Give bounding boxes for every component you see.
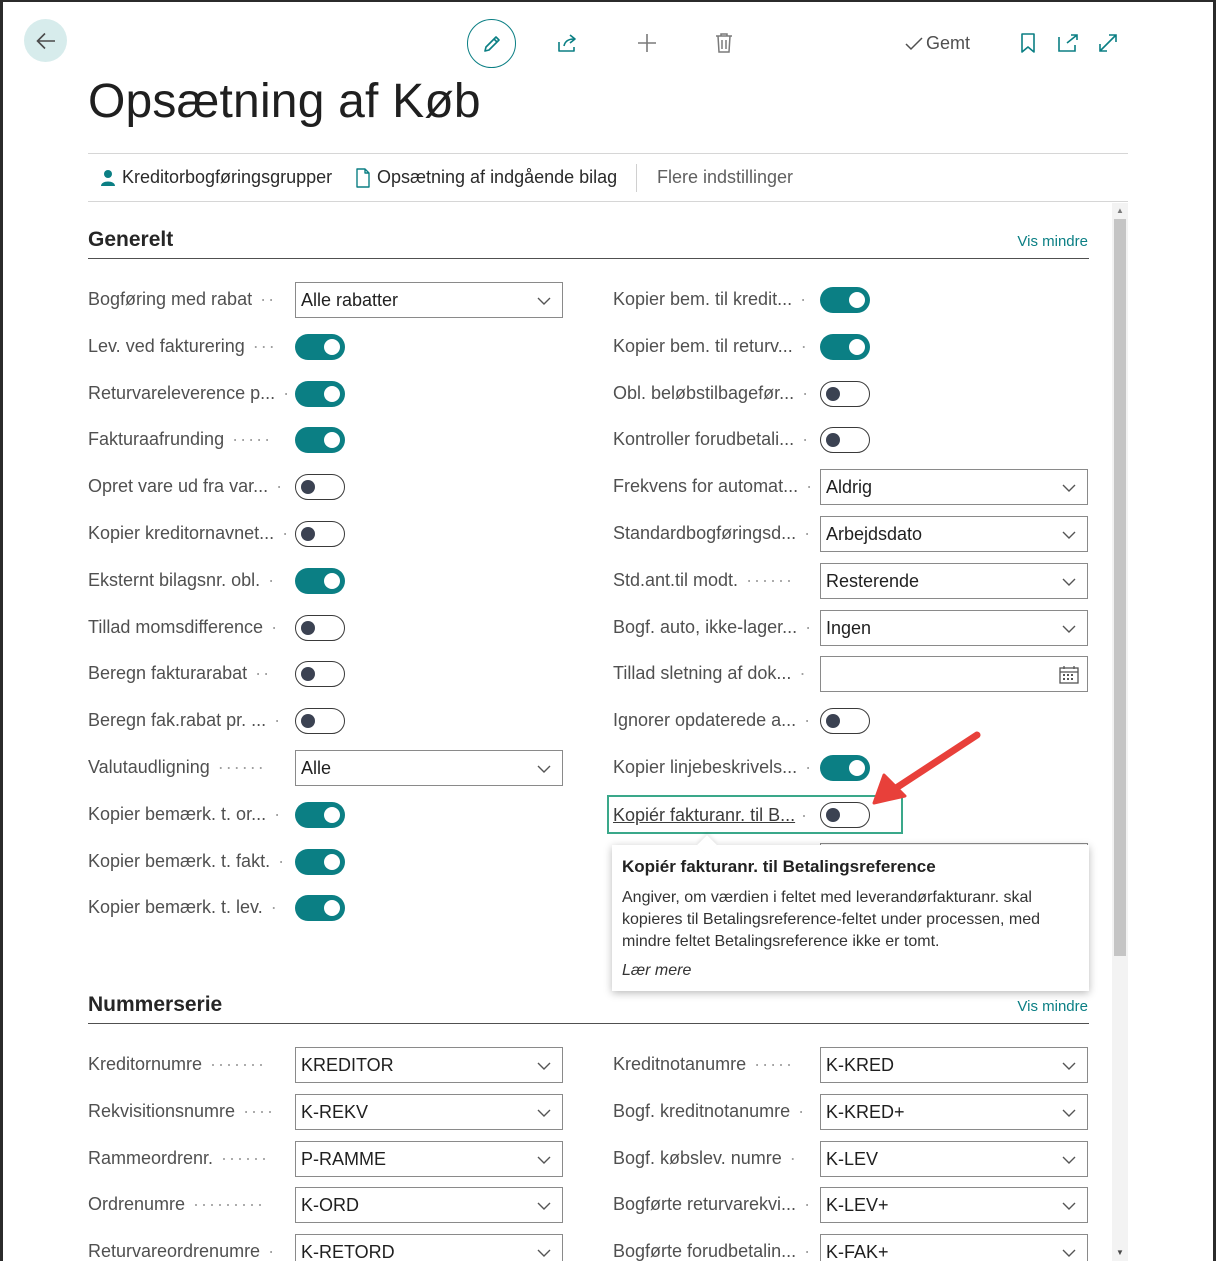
- select-bogf-kbslev-numre[interactable]: [820, 1141, 1088, 1177]
- scroll-up-button[interactable]: ▲: [1116, 205, 1124, 215]
- select-value: Alle: [301, 757, 332, 778]
- label-dots: ·: [270, 897, 279, 917]
- tooltip-title: Kopiér fakturanr. til Betalingsreference: [622, 857, 936, 876]
- select-value: K-LEV: [826, 1148, 879, 1169]
- label-dots: ······: [217, 757, 266, 777]
- label-dots: ······: [746, 570, 795, 590]
- label-dots: ·: [278, 851, 287, 871]
- field-label-kopier-bemrk-t-or[interactable]: Kopier bemærk. t. or...: [88, 804, 267, 824]
- checkmark-icon: [904, 36, 924, 52]
- field-label-kreditornumre[interactable]: Kreditornumre: [88, 1054, 203, 1074]
- chevron-down-icon: [536, 1245, 552, 1261]
- bookmark-icon: [1020, 32, 1036, 54]
- field-label-tillad-momsdifference[interactable]: Tillad momsdifference: [88, 617, 264, 637]
- field-label-bogfring-med-rabat[interactable]: Bogføring med rabat: [88, 289, 253, 309]
- chevron-down-icon: [536, 293, 552, 309]
- field-label-ignorer-opdaterede-a[interactable]: Ignorer opdaterede a...: [613, 710, 797, 730]
- action-label: Opsætning af indgående bilag: [377, 167, 618, 187]
- add-button[interactable]: [632, 28, 662, 58]
- label-dots: ····: [243, 1101, 276, 1121]
- select-bogfring-med-rabat[interactable]: [295, 282, 563, 318]
- label-dots: ·: [799, 663, 808, 683]
- label-dots: ·: [804, 710, 813, 730]
- chevron-down-icon: [1061, 1058, 1077, 1074]
- section-divider: [88, 1023, 1089, 1024]
- field-label-stdanttil-modt[interactable]: Std.ant.til modt.: [613, 570, 739, 590]
- select-frekvens-for-automat[interactable]: [820, 469, 1088, 505]
- label-dots: ·: [271, 617, 280, 637]
- label-dots: ·: [802, 383, 811, 403]
- delete-button[interactable]: [709, 28, 739, 58]
- saved-label: Gemt: [926, 33, 971, 53]
- label-dots: ·: [804, 1241, 813, 1261]
- label-dots: ··: [260, 289, 277, 309]
- chevron-down-icon: [1061, 621, 1077, 637]
- toggle-beregn-fakturarabat[interactable]: [295, 661, 345, 687]
- label-dots: ·: [800, 289, 809, 309]
- toggle-kopier-bemrk-t-or[interactable]: [295, 802, 345, 828]
- person-icon: [100, 169, 116, 187]
- field-label-rammeordrenr[interactable]: Rammeordrenr.: [88, 1148, 214, 1168]
- field-label-opret-vare-ud-fra-var[interactable]: Opret vare ud fra var...: [88, 476, 269, 496]
- label-dots: ·····: [754, 1054, 795, 1074]
- field-label-fakturaafrunding[interactable]: Fakturaafrunding: [88, 429, 225, 449]
- field-label-returvareleverence-p[interactable]: Returvareleverence p...: [88, 383, 276, 403]
- share-icon: [556, 32, 580, 54]
- toggle-kopier-kreditornavnet[interactable]: [295, 521, 345, 547]
- label-dots: ·: [801, 805, 809, 825]
- select-value: Aldrig: [826, 476, 873, 497]
- learn-more-link[interactable]: Lær mere: [622, 962, 692, 979]
- toggle-lev-ved-fakturering[interactable]: [295, 334, 345, 360]
- label-dots: ······: [221, 1148, 270, 1168]
- select-valutaudligning[interactable]: [295, 750, 563, 786]
- section-divider: [88, 258, 1089, 259]
- action-opsaetning-indgaaende-bilag[interactable]: [355, 167, 617, 188]
- action-kreditorbogforingsgrupper[interactable]: [100, 167, 332, 188]
- label-dots: ·: [789, 1148, 798, 1168]
- field-label-kopier-linjebeskrivels[interactable]: Kopier linjebeskrivels...: [613, 757, 798, 777]
- chevron-down-icon: [1061, 1152, 1077, 1168]
- edit-button[interactable]: [467, 19, 516, 68]
- select-rammeordrenr[interactable]: [295, 1141, 563, 1177]
- popout-icon: [1057, 33, 1079, 53]
- field-tooltip: [612, 845, 1089, 991]
- section-title-nummerserie: Nummerserie: [88, 993, 223, 1016]
- toggle-kopier-bem-til-returv[interactable]: [820, 334, 870, 360]
- back-button[interactable]: [24, 19, 67, 62]
- chevron-down-icon: [1061, 1245, 1077, 1261]
- actionbar-separator: [636, 164, 637, 192]
- field-label-kopier-kreditornavnet[interactable]: Kopier kreditornavnet...: [88, 523, 275, 543]
- field-label-standardbogfringsd[interactable]: Standardbogføringsd...: [613, 523, 797, 543]
- label-dots: ·: [283, 383, 292, 403]
- field-label-kopier-bemrk-t-lev[interactable]: Kopier bemærk. t. lev.: [88, 897, 263, 917]
- tooltip-line: mindre feltet Betalingsreference ikke er tomt.: [622, 933, 940, 950]
- window-frame-top: [0, 0, 1216, 2]
- arrow-left-icon: [35, 30, 57, 52]
- label-dots: ··: [255, 663, 272, 683]
- field-label-kopier-bem-til-returv[interactable]: Kopier bem. til returv...: [613, 336, 793, 356]
- saved-status: [904, 33, 970, 54]
- select-value: Resterende: [826, 570, 920, 591]
- field-label-lev-ved-fakturering[interactable]: Lev. ved fakturering: [88, 336, 245, 356]
- select-value: K-REKV: [301, 1101, 369, 1122]
- select-value: K-RETORD: [301, 1241, 395, 1261]
- select-value: K-FAK+: [826, 1241, 889, 1261]
- label-dots: ·: [804, 523, 813, 543]
- label-dots: ·····: [232, 429, 273, 449]
- select-bogf-kreditnotanumre[interactable]: [820, 1094, 1088, 1130]
- label-dots: ·········: [193, 1194, 265, 1214]
- field-label-kopier-bemrk-t-fakt[interactable]: Kopier bemærk. t. fakt.: [88, 851, 271, 871]
- page-title: Opsætning af Køb: [88, 75, 481, 128]
- select-value: P-RAMME: [301, 1148, 386, 1169]
- field-label-tillad-sletning-af-dok[interactable]: Tillad sletning af dok...: [613, 663, 792, 683]
- toggle-tillad-momsdifference[interactable]: [295, 615, 345, 641]
- show-less-link-generelt[interactable]: Vis mindre: [1017, 233, 1088, 250]
- chevron-down-icon: [536, 761, 552, 777]
- chevron-down-icon: [536, 1058, 552, 1074]
- label-dots: ·: [800, 336, 809, 356]
- label-dots: ·······: [210, 1054, 267, 1074]
- toggle-obl-belbstilbagefr[interactable]: [820, 381, 870, 407]
- date-input-tillad-sletning-af-dok[interactable]: [820, 656, 1088, 692]
- tooltip-body: [622, 887, 1079, 953]
- label-dots: ·: [276, 476, 285, 496]
- toggle-fakturaafrunding[interactable]: [295, 427, 345, 453]
- field-label-returvareordrenumre[interactable]: Returvareordrenumre: [88, 1241, 261, 1261]
- select-value: K-KRED: [826, 1054, 895, 1075]
- field-label-beregn-fakturarabat[interactable]: Beregn fakturarabat: [88, 663, 248, 683]
- label-dots: ·: [806, 476, 815, 496]
- field-label-kontroller-forudbetali[interactable]: Kontroller forudbetali...: [613, 429, 795, 449]
- label-dots: ·: [805, 757, 814, 777]
- label-dots: ·: [802, 429, 811, 449]
- pencil-icon: [481, 33, 503, 55]
- tooltip-line: kopieres til Betalingsreference-feltet under processen, med: [622, 911, 1040, 928]
- toggle-kopier-bemrk-t-lev[interactable]: [295, 895, 345, 921]
- actionbar-divider-bottom: [88, 201, 1128, 202]
- action-label: Flere indstillinger: [657, 167, 794, 187]
- scrollbar-thumb[interactable]: [1114, 219, 1126, 956]
- chevron-down-icon: [1061, 1198, 1077, 1214]
- field-label-bogfrte-returvarekvi[interactable]: Bogførte returvarekvi...: [613, 1194, 797, 1214]
- toggle-kopier-bemrk-t-fakt[interactable]: [295, 849, 345, 875]
- field-label-bogf-kreditnotanumre[interactable]: Bogf. kreditnotanumre: [613, 1101, 791, 1121]
- actionbar-divider-top: [88, 153, 1128, 154]
- expand-button[interactable]: [1093, 28, 1123, 58]
- action-label: Kreditorbogføringsgrupper: [122, 167, 333, 187]
- label-dots: ·: [274, 804, 283, 824]
- label-dots: ·: [798, 1101, 807, 1121]
- label-dots: ·: [805, 617, 814, 637]
- label-dots: ·: [268, 570, 277, 590]
- chevron-down-icon: [1061, 574, 1077, 590]
- field-label-bogf-auto-ikke-lager[interactable]: Bogf. auto, ikke-lager...: [613, 617, 798, 637]
- tooltip-line: Angiver, om værdien i feltet med leverandørfakturanr. skal: [622, 889, 1032, 906]
- select-stdanttil-modt[interactable]: [820, 563, 1088, 599]
- chevron-down-icon: [536, 1198, 552, 1214]
- chevron-down-icon: [536, 1152, 552, 1168]
- select-value: Arbejdsdato: [826, 523, 923, 544]
- chevron-down-icon: [1061, 527, 1077, 543]
- bookmark-button[interactable]: [1013, 28, 1043, 58]
- select-ordrenumre[interactable]: [295, 1187, 563, 1223]
- select-bogfrte-forudbetalin[interactable]: [820, 1234, 1088, 1261]
- label-dots: ···: [252, 336, 277, 356]
- field-label-obl-belbstilbagefr[interactable]: Obl. beløbstilbagefør...: [613, 383, 795, 403]
- select-value: K-ORD: [301, 1194, 359, 1215]
- document-icon: [355, 168, 371, 188]
- toggle-kopier-bem-til-kredit[interactable]: [820, 287, 870, 313]
- select-value: K-LEV+: [826, 1194, 889, 1215]
- window-frame-left: [0, 0, 3, 1261]
- toggle-returvareleverence-p[interactable]: [295, 381, 345, 407]
- label-dots: ·: [268, 1241, 277, 1261]
- field-label-bogf-kbslev-numre[interactable]: Bogf. købslev. numre: [613, 1148, 782, 1168]
- calendar-icon: [1059, 665, 1079, 684]
- chevron-down-icon: [536, 1105, 552, 1121]
- plus-icon: [636, 32, 658, 54]
- label-dots: ·: [282, 523, 291, 543]
- trash-icon: [714, 32, 734, 54]
- field-label-eksternt-bilagsnr-obl[interactable]: Eksternt bilagsnr. obl.: [88, 570, 261, 590]
- share-button[interactable]: [553, 28, 583, 58]
- label-dots: ·: [274, 710, 283, 730]
- chevron-down-icon: [1061, 480, 1077, 496]
- label-dots: ·: [804, 1194, 813, 1214]
- more-options-button[interactable]: [657, 167, 793, 188]
- annotation-arrow-icon: [860, 725, 985, 810]
- toggle-kontroller-forudbetali[interactable]: [820, 427, 870, 453]
- select-bogfrte-returvarekvi[interactable]: [820, 1187, 1088, 1223]
- field-label-frekvens-for-automat[interactable]: Frekvens for automat...: [613, 476, 799, 496]
- toggle-opret-vare-ud-fra-var[interactable]: [295, 474, 345, 500]
- field-label-kreditnotanumre[interactable]: Kreditnotanumre: [613, 1054, 747, 1074]
- section-title-generelt: Generelt: [88, 228, 174, 251]
- toggle-eksternt-bilagsnr-obl[interactable]: [295, 568, 345, 594]
- field-label-valutaudligning[interactable]: Valutaudligning: [88, 757, 210, 777]
- select-standardbogfringsd[interactable]: [820, 516, 1088, 552]
- field-label-rekvisitionsnumre[interactable]: Rekvisitionsnumre: [88, 1101, 236, 1121]
- scroll-down-button[interactable]: ▼: [1116, 1247, 1124, 1257]
- field-label-kopier-bem-til-kredit[interactable]: Kopier bem. til kredit...: [613, 289, 793, 309]
- field-label-bogfrte-forudbetalin[interactable]: Bogførte forudbetalin...: [613, 1241, 797, 1261]
- select-value: K-KRED+: [826, 1101, 905, 1122]
- toggle-beregn-fakrabat-pr[interactable]: [295, 708, 345, 734]
- select-value: Alle rabatter: [301, 289, 399, 310]
- field-label-ordrenumre[interactable]: Ordrenumre: [88, 1194, 186, 1214]
- select-bogf-auto-ikke-lager[interactable]: [820, 610, 1088, 646]
- select-returvareordrenumre[interactable]: [295, 1234, 563, 1261]
- select-kreditnotanumre[interactable]: [820, 1047, 1088, 1083]
- show-less-link-nummerserie[interactable]: Vis mindre: [1017, 998, 1088, 1015]
- expand-icon: [1097, 32, 1119, 54]
- select-value: Ingen: [826, 617, 872, 638]
- open-new-window-button[interactable]: [1053, 28, 1083, 58]
- select-value: KREDITOR: [301, 1054, 394, 1075]
- chevron-down-icon: [1061, 1105, 1077, 1121]
- select-kreditornumre[interactable]: [295, 1047, 563, 1083]
- select-rekvisitionsnumre[interactable]: [295, 1094, 563, 1130]
- field-label-beregn-fakrabat-pr[interactable]: Beregn fak.rabat pr. ...: [88, 710, 267, 730]
- field-label-kopier-fakturanr[interactable]: Kopiér fakturanr. til B...: [613, 805, 796, 825]
